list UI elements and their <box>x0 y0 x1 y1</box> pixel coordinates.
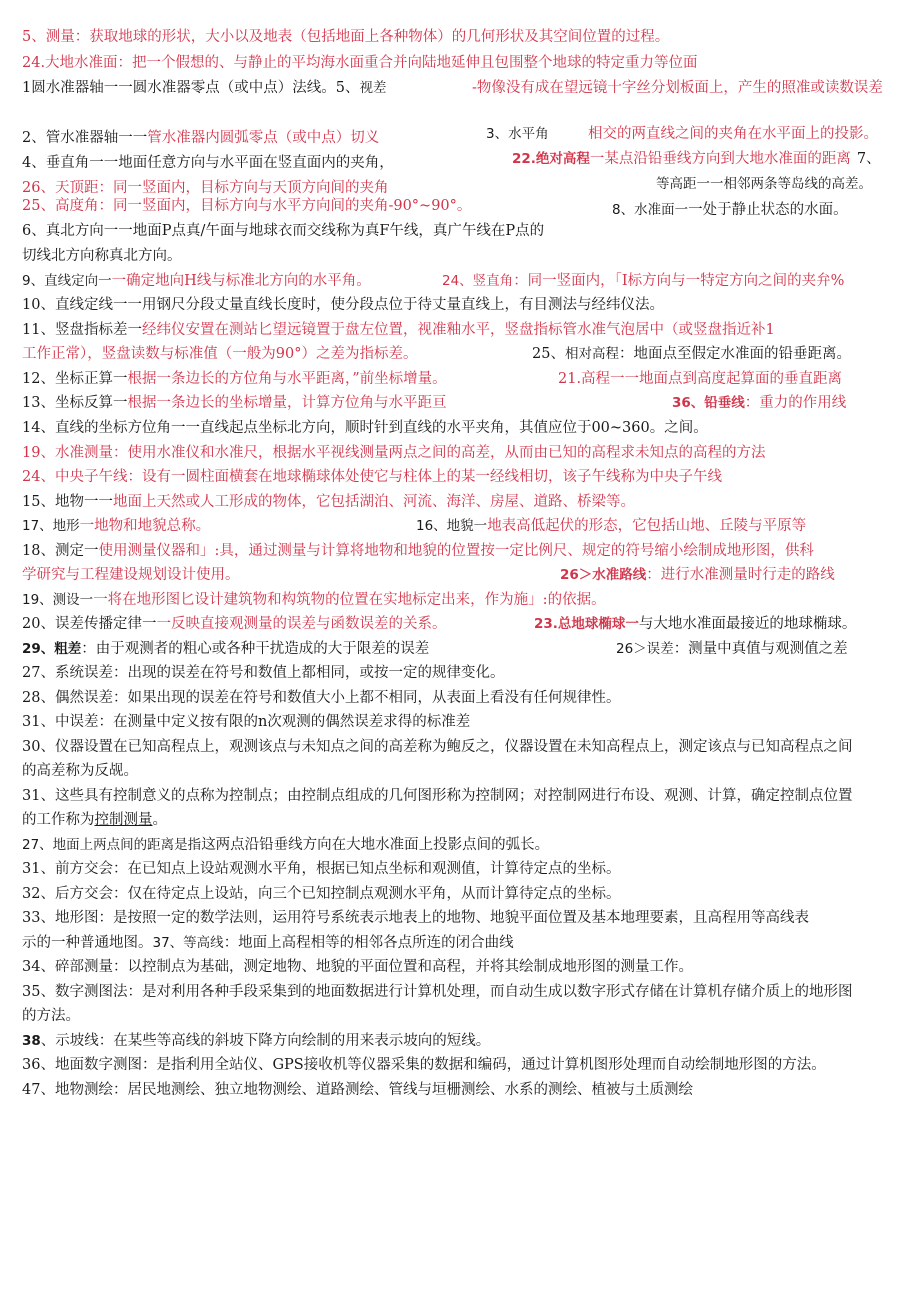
term-mapping-definition: 使用测量仪器和」:具，通过测量与计算将地物和地貌的位置按一定比例尺、规定的符号缩小绘制成地形图，供科 <box>98 543 814 559</box>
term-leveling-route-label: 26＞水准路线 <box>560 567 647 583</box>
term-index-error-cont: 工作正常），竖盘读数与标准值（一般为90°）之差为指标差。 <box>22 346 418 362</box>
term-plumb-line-label: 36、铅垂线 <box>672 395 745 411</box>
term-index-error-label: 11、竖盘指标差一 <box>22 322 142 338</box>
line-24-right <box>534 614 856 634</box>
term-random-error: 28、偶然误差：如果出现的误差在符号和数值大小上都不相同，从表面上看没有任何规律性。 <box>22 690 621 706</box>
term-geoid: 24.大地水准面：把一个假想的、与静止的平均海水面重合并向陆地延伸且包围整个地球的特定重力等位面 <box>22 55 698 71</box>
term-central-meridian: 24、中央子午线：设有一圆柱面横套在地球椭球体处使它与柱体上的某一经线相切，该子午线称为中央子午线 <box>22 469 722 485</box>
term-altitude-angle: 25、高度角：同一竖面内，目标方向与水平方向间的夹角-90°~90°。 <box>22 198 472 214</box>
term-error-definition: ：测量中真值与观测值之差 <box>673 641 848 657</box>
term-detail-survey: 34、碎部测量：以控制点为基础，测定地物、地貌的平面位置和高程，并将其绘制成地形图的测量工作。 <box>22 959 693 975</box>
line-12 <box>22 320 775 340</box>
term-contour-interval: 等高距一一相邻两条等岛线的高差。 <box>656 176 872 192</box>
line-41 <box>22 1031 490 1051</box>
term-leveling: 19、水准测量：使用水准仪和水准尺，根据水平视线测量两点之间的高差，从而由已知的高程求未知点的高程的方法 <box>22 445 766 461</box>
line-4 <box>22 128 379 148</box>
line-42 <box>22 1055 826 1075</box>
term-relative-elevation-label: 相对高程 <box>564 346 619 362</box>
term-contour-line-definition: ：地面上高程相等的相邻各点所连的闭合曲线 <box>223 935 514 951</box>
line-10-right <box>442 271 844 291</box>
term-gross-error-label: 29、粗差 <box>22 641 82 657</box>
line-25 <box>22 639 429 659</box>
line-36 <box>22 908 809 928</box>
line-14 <box>22 369 447 389</box>
term-vertical-angle-label: 24、竖直角 <box>442 273 514 289</box>
line-18 <box>22 467 722 487</box>
term-ground-feature-label: 15、地物一一 <box>22 494 113 510</box>
line-16 <box>22 418 708 438</box>
term-error-propagation-definition: 一反映直接观测量的误差与函数误差的关系。 <box>156 616 447 632</box>
term-parallax-label: 视差 <box>359 80 387 96</box>
line-38 <box>22 957 693 977</box>
term-systematic-error: 27、系统误差：出现的误差在符号和数值上都相同，或按一定的规律变化。 <box>22 665 505 681</box>
term-control-survey-suffix: 。 <box>152 812 167 828</box>
line-15 <box>22 393 446 413</box>
line-7 <box>22 196 471 216</box>
line-31 <box>22 786 852 806</box>
line-1 <box>22 27 669 47</box>
line-40 <box>22 1006 80 1026</box>
line-20-right <box>416 516 806 536</box>
term-mapping-label: 18、测定一 <box>22 543 99 559</box>
line-13-right <box>532 344 851 364</box>
term-contour-line-label: 37、等高线 <box>152 935 224 951</box>
term-feature-survey: 47、地物测绘：居民地测绘、独立地物测绘、道路测绘、管线与垣栅测绘、水系的测绘、植被与土质测绘 <box>22 1082 693 1098</box>
line-6 <box>22 178 388 198</box>
term-direct-reverse-sighting-cont: 的高差称为反觇。 <box>22 763 138 779</box>
term-horizontal-angle-label: 3、水平角 <box>486 126 549 142</box>
term-seven-index: 7、 <box>856 151 881 167</box>
line-35 <box>22 884 620 904</box>
term-topographic-map: 33、地形图：是按照一定的数学法则，运用符号系统表示地表上的地物、地貌平面位置及基本地理要素，且高程用等高线表 <box>22 910 809 926</box>
term-control-survey: 控制测量 <box>94 812 153 828</box>
term-landform-label: 16、地貌一 <box>416 518 488 534</box>
line-26 <box>22 663 504 683</box>
line-10 <box>22 271 371 291</box>
line-23 <box>22 590 606 610</box>
term-direct-reverse-sighting: 30、仪器设置在已知高程点上，观测该点与未知点之间的高差称为鲍反之，仪器设置在未知高程点上，测定该点与已知高程点之间 <box>22 739 853 755</box>
line-30 <box>22 761 138 781</box>
term-horizontal-angle-definition: 相交的两直线之间的夹角在水平面上的投影。 <box>588 126 878 142</box>
term-slope-line: 、示坡线：在某些等高线的斜坡下降方向绘制的用来表示坡向的短线。 <box>40 1033 491 1049</box>
term-vertical-angle-definition: ：同一竖面内，「I标方向与一特定方向之间的夹弁% <box>513 273 845 289</box>
term-landform-definition: 地表高低起伏的形态，它包括山地、丘陵与平原等 <box>487 518 807 534</box>
line-5-right <box>512 149 881 169</box>
line-37 <box>22 933 514 953</box>
term-digital-mapping: 35、数字测图法：是对利用各种手段采集到的地面数据进行计算机处理，而自动生成以数字形式存储在计算机存储介质上的地形图 <box>22 984 853 1000</box>
term-line-alignment: 10、直线定线一一用钢尺分段丈量直线长度时，使分段点位于待丈量直线上，有目测法与经纬仪法。 <box>22 297 664 313</box>
line-13 <box>22 344 417 364</box>
term-absolute-elevation-label: 22.绝对高程 <box>512 151 590 167</box>
term-tube-level-axis-label: 2、管水准器轴一一 <box>22 130 148 146</box>
term-true-north: 6、真北方向一一地面P点真/午面与地球衣而交线称为真F午线，真广午线在P点的 <box>22 223 545 239</box>
term-plumb-line-definition: ：重力的作用线 <box>744 395 847 411</box>
line-5 <box>22 153 394 173</box>
term-vertical-angle: 4、垂直角一一地面任意方向与水平面在竖直面内的夹角， <box>22 155 394 171</box>
line-43 <box>22 1080 693 1100</box>
line-22 <box>22 565 240 585</box>
term-mapping-cont: 学研究与工程建设规划设计使用。 <box>22 567 240 583</box>
line-25-right <box>616 639 848 659</box>
term-forward-calc-definition: 根据一条边长的方位角与水平距离，”前坐标增量。 <box>127 371 447 387</box>
term-azimuth: 14、直线的坐标方位角一一直线起点坐标北方向，顺时针到直线的水平夹角，其值应位于00~360。之间。 <box>22 420 708 436</box>
term-control-point: 31、这些具有控制意义的点称为控制点；由控制点组成的几何图形称为控制网；对控制网进行布设、观测、计算，确定控制点位置 <box>22 788 853 804</box>
line-6-right <box>656 174 872 194</box>
line-34 <box>22 859 620 879</box>
term-error-label: 26＞误差 <box>616 641 674 657</box>
line-9 <box>22 246 182 266</box>
term-topography-definition: 一地物和地貌总称。 <box>79 518 211 534</box>
line-32 <box>22 810 167 830</box>
term-level-surface-definition: 一处于静止状态的水面。 <box>688 202 848 218</box>
line-3-right <box>472 78 883 98</box>
term-zenith-distance: 26、天顶距：同一竖面内，目标方向与天顶方向间的夹角 <box>22 180 389 196</box>
term-resection: 32、后方交会：仅在待定点上设站，向三个已知控制点观测水平角，从而计算待定点的坐标。 <box>22 886 621 902</box>
term-control-survey-prefix: 的工作称为 <box>22 812 95 828</box>
line-39 <box>22 982 852 1002</box>
line-4-right <box>486 124 549 144</box>
term-topography-label: 17、地形 <box>22 518 80 534</box>
term-line-orientation-label: 9、直线定向一 <box>22 273 112 289</box>
line-7-right <box>612 200 848 220</box>
line-21 <box>22 541 814 561</box>
term-earth-ellipsoid-definition: 与大地水准面最接近的地球椭球。 <box>638 616 857 632</box>
line-11 <box>22 295 664 315</box>
term-tube-level-axis-definition: 管水准器内圆弧零点（或中点）切义 <box>147 130 380 146</box>
term-earth-ellipsoid-label: 23.总地球椭球一 <box>534 616 639 632</box>
term-setting-out-label: 19、测设一 <box>22 592 94 608</box>
term-slope-line-index: 38 <box>22 1033 41 1049</box>
term-error-propagation-label: 20、误差传播定律一 <box>22 616 157 632</box>
line-28 <box>22 712 470 732</box>
term-ground-feature-definition: 地面上天然或人工形成的物体，它包括湖泊、河流、海洋、房屋、道路、桥梁等。 <box>112 494 635 510</box>
term-forward-calc-label: 12、坐标正算一 <box>22 371 128 387</box>
term-ground-distance-label: 27、地面上两点间的距离是指 <box>22 837 202 853</box>
line-8 <box>22 221 544 241</box>
term-circular-level-axis: 1圆水准器轴一一圆水准器零点（或中点）法线。5、 <box>22 80 360 96</box>
term-setting-out-definition: 一将在地形图匕设计建筑物和构筑物的位置在实地标定出来，作为施」:的依据。 <box>93 592 606 608</box>
line-19 <box>22 492 635 512</box>
line-27 <box>22 688 620 708</box>
term-relative-elevation-index: 25、 <box>532 346 565 362</box>
line-15-right <box>672 393 846 413</box>
term-leveling-route-definition: ：进行水准测量时行走的路线 <box>646 567 835 583</box>
line-17 <box>22 443 765 463</box>
term-mean-square-error: 31、中误差：在测量中定义按有限的n次观测的偶然误差求得的标准差 <box>22 714 471 730</box>
line-3 <box>22 78 386 98</box>
line-2 <box>22 53 698 73</box>
term-ground-distance-definition: 这两点沿铅垂线方向在大地水准面上投影点间的弧长。 <box>201 837 550 853</box>
term-inverse-calc-label: 13、坐标反算一 <box>22 395 128 411</box>
term-level-surface-label: 8、水准面一 <box>612 202 689 218</box>
term-gross-error-definition: ：由于观测者的粗心或各种干扰造成的大于限差的误差 <box>81 641 430 657</box>
line-24 <box>22 614 446 634</box>
term-true-north-cont: 切线北方向称真北方向。 <box>22 248 182 264</box>
term-digital-mapping-cont: 的方法。 <box>22 1008 80 1024</box>
term-parallax-definition: -物像没有成在望远镜十字丝分划板面上，产生的照准或读数误差 <box>472 80 883 96</box>
line-33 <box>22 835 549 855</box>
term-surveying: 5、测量：获取地球的形状，大小以及地表（包括地面上各种物体）的几何形状及其空间位置的过程。 <box>22 29 670 45</box>
term-topographic-map-cont: 示的一种普通地图。 <box>22 935 153 951</box>
term-index-error-definition: 经纬仪安置在测站匕望远镜置于盘左位置，视准釉水平，竖盘指标管水准气泡居中（或竖盘指近补1 <box>141 322 775 338</box>
term-line-orientation-definition: 一确定地向H线与标准北方向的水平角。 <box>111 273 371 289</box>
term-ground-digital-mapping: 36、地面数字测图：是指利用全站仪、GPS接收机等仪器采集的数据和编码，通过计算机图形处理而自动绘制地形图的方法。 <box>22 1057 826 1073</box>
term-forward-intersection: 31、前方交会：在已知点上设站观测水平角，根据已知点坐标和观测值，计算待定点的坐标。 <box>22 861 621 877</box>
line-29 <box>22 737 852 757</box>
term-inverse-calc-definition: 根据一条边长的坐标增量，计算方位角与水平距亘 <box>127 395 447 411</box>
line-20 <box>22 516 210 536</box>
term-absolute-elevation-definition: 一某点沿铅垂线方向到大地水准面的距离 <box>589 151 851 167</box>
line-22-right <box>560 565 835 585</box>
line-14-right <box>558 369 842 389</box>
line-4-right-def <box>588 124 878 144</box>
term-elevation: 21.高程一一地面点到高度起算面的垂直距离 <box>558 371 843 387</box>
term-relative-elevation-definition: ：地面点至假定水准面的铅垂距离。 <box>618 346 851 362</box>
